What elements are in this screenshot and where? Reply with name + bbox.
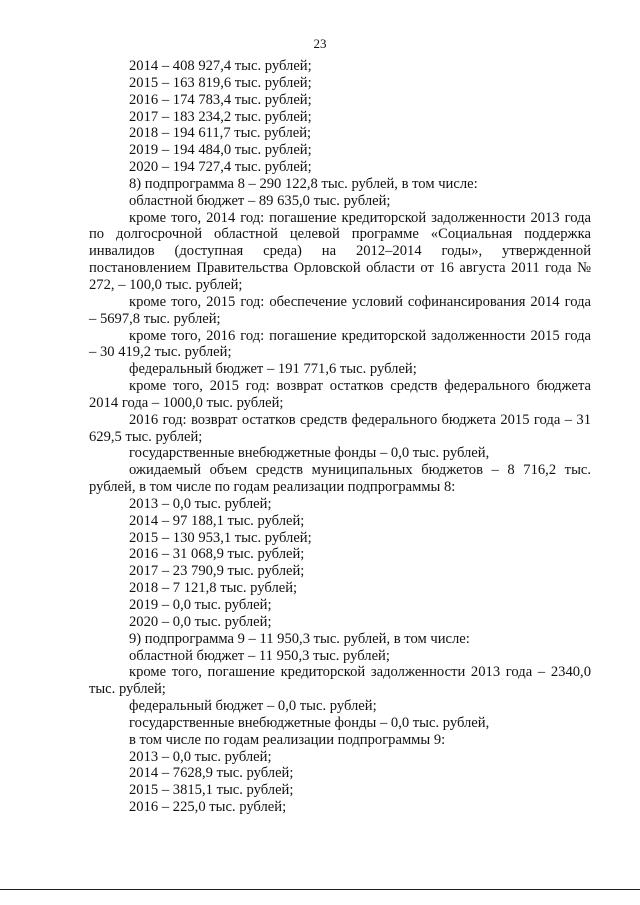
paragraph: 2018 – 194 611,7 тыс. рублей; xyxy=(129,125,312,142)
paragraph: 9) подпрограмма 9 – 11 950,3 тыс. рублей, в том числе: xyxy=(129,630,470,647)
paragraph: государственные внебюджетные фонды – 0,0 тыс. рублей, xyxy=(129,714,490,731)
paragraph: кроме того, 2014 год: погашение кредиторской задолженности 2013 года по долгосрочной областной целевой программе «Социальная поддержка инвалидов (доступная среда) на 2012–2014 годы», утвержденной постановлением Правительства Орловской области от 16 августа 2011 года № 272, – 100,0 тыс. рублей; xyxy=(89,209,591,293)
paragraph: 2019 – 0,0 тыс. рублей; xyxy=(129,597,272,613)
paragraph: 2016 год: возврат остатков средств федерального бюджета 2015 года – 31 629,5 тыс. рублей; xyxy=(89,411,591,445)
paragraph: 2020 – 194 727,4 тыс. рублей; xyxy=(129,159,312,176)
paragraph: 2019 – 194 484,0 тыс. рублей; xyxy=(129,142,312,159)
paragraph: в том числе по годам реализации подпрограммы 9: xyxy=(129,731,446,748)
paragraph: 2014 – 408 927,4 тыс. рублей; xyxy=(129,58,312,74)
paragraph: ожидаемый объем средств муниципальных бюджетов – 8 716,2 тыс. рублей, в том числе по годам реализации подпрограммы 8: xyxy=(89,462,591,496)
paragraph: 2013 – 0,0 тыс. рублей; xyxy=(129,495,272,512)
paragraph: 2017 – 23 790,9 тыс. рублей; xyxy=(129,563,305,580)
paragraph: 2014 – 97 188,1 тыс. рублей; xyxy=(129,512,305,529)
paragraph: кроме того, 2016 год: погашение кредиторской задолженности 2015 года – 30 419,2 тыс. рублей; xyxy=(89,327,591,361)
paragraph: кроме того, 2015 год: возврат остатков средств федерального бюджета 2014 года – 1000,0 тыс. рублей; xyxy=(89,378,591,411)
paragraph: федеральный бюджет – 191 771,6 тыс. рублей; xyxy=(129,361,417,378)
paragraph: 8) подпрограмма 8 – 290 122,8 тыс. рублей, в том числе: xyxy=(129,175,478,192)
document-body xyxy=(89,58,591,816)
paragraph: государственные внебюджетные фонды – 0,0 тыс. рублей, xyxy=(129,445,490,462)
paragraph: 2020 – 0,0 тыс. рублей; xyxy=(129,613,272,630)
paragraph: 2015 – 163 819,6 тыс. рублей; xyxy=(129,74,312,91)
paragraph: областной бюджет – 89 635,0 тыс. рублей; xyxy=(129,192,391,209)
paragraph: кроме того, 2015 год: обеспечение условий софинансирования 2014 года – 5697,8 тыс. рублей; xyxy=(89,293,591,327)
paragraph: 2017 – 183 234,2 тыс. рублей; xyxy=(129,108,312,125)
paragraph: областной бюджет – 11 950,3 тыс. рублей; xyxy=(129,647,390,664)
paragraph: 2016 – 174 783,4 тыс. рублей; xyxy=(129,91,312,108)
paragraph: 2013 – 0,0 тыс. рублей; xyxy=(129,748,272,765)
paragraph: федеральный бюджет – 0,0 тыс. рублей; xyxy=(129,698,377,715)
paragraph: 2018 – 7 121,8 тыс. рублей; xyxy=(129,580,298,597)
paragraph: 2015 – 130 953,1 тыс. рублей; xyxy=(129,529,312,546)
paragraph: 2016 – 31 068,9 тыс. рублей; xyxy=(129,546,305,563)
page-number: 23 xyxy=(313,36,327,51)
paragraph: 2014 – 7628,9 тыс. рублей; xyxy=(129,765,294,782)
paragraph: кроме того, погашение кредиторской задолженности 2013 года – 2340,0 тыс. рублей; xyxy=(89,664,591,698)
paragraph: 2016 – 225,0 тыс. рублей; xyxy=(129,799,287,816)
paragraph: 2015 – 3815,1 тыс. рублей; xyxy=(129,782,294,799)
bottom-divider xyxy=(0,889,640,890)
